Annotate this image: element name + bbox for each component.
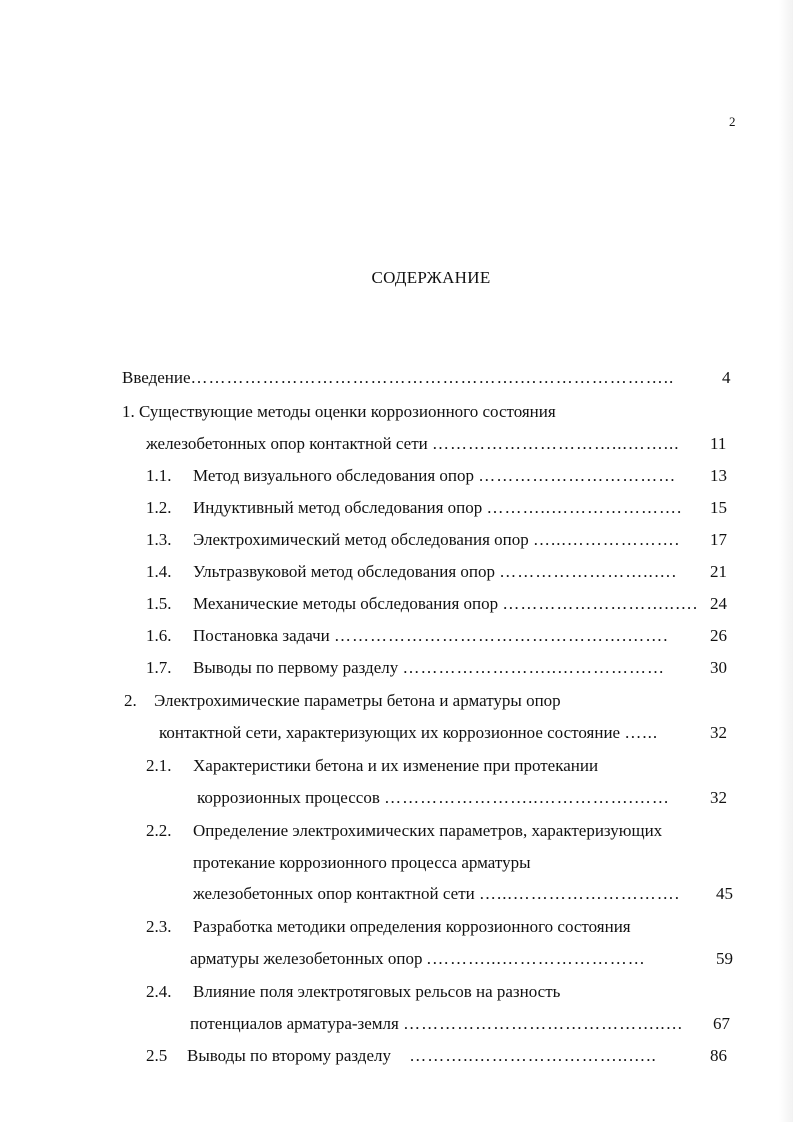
- toc-item-2-1-cont[interactable]: коррозионных процессов ……………………..…………….……: [197, 788, 670, 807]
- toc-item-number: 1.5.: [146, 594, 172, 613]
- scan-edge-shadow: [779, 0, 793, 1122]
- page-number: 2: [729, 114, 736, 129]
- toc-item-number: 1.7.: [146, 658, 172, 677]
- toc-item-2-2[interactable]: Определение электрохимических параметров, характеризующих: [193, 821, 663, 840]
- toc-item-1-2[interactable]: Индуктивный метод обследования опор ………..………………….: [193, 498, 683, 517]
- toc-item-1-6[interactable]: Постановка задачи ………………………………………….…….: [193, 626, 669, 645]
- toc-leader-dots: ………..………………….: [486, 498, 683, 517]
- toc-chapter-2-title-cont[interactable]: контактной сети, характеризующих их коррозионное состояние …...: [159, 723, 659, 742]
- toc-page-number: 67: [713, 1014, 730, 1033]
- toc-leader-dots: ……………………………………………….……………………..: [190, 368, 675, 387]
- toc-item-number: 2.1.: [146, 756, 172, 775]
- toc-page-number: 11: [710, 434, 727, 453]
- toc-item-2-2-cont[interactable]: протекание коррозионного процесса арматуры: [193, 853, 531, 872]
- toc-leader-dots: ………………………………………….…….: [334, 626, 669, 645]
- toc-item-number: 1.2.: [146, 498, 172, 517]
- toc-leader-dots: ……………………………: [478, 466, 677, 485]
- toc-item-2-4-cont[interactable]: потенциалов арматура-земля ……………………………………..…: [190, 1014, 684, 1033]
- toc-chapter-1-title[interactable]: 1. Существующие методы оценки коррозионного состояния: [122, 402, 556, 421]
- toc-leader-dots: …...: [624, 723, 659, 742]
- toc-item-number: 1.1.: [146, 466, 172, 485]
- toc-leader-dots: …………………………...……...: [431, 434, 680, 453]
- toc-item-2-4[interactable]: Влияние поля электротяговых рельсов на разность: [193, 982, 561, 1001]
- toc-leader-dots: …...……………….: [533, 530, 681, 549]
- toc-item-2-3[interactable]: Разработка методики определения коррозионного состояния: [193, 917, 631, 936]
- toc-entry-title: Введение: [122, 368, 191, 387]
- toc-leader-dots: .………...……………………: [426, 949, 646, 968]
- toc-chapter-number: 2.: [124, 691, 137, 710]
- toc-page-number: 15: [710, 498, 727, 517]
- toc-page-number: 4: [722, 368, 731, 387]
- toc-item-number: 2.2.: [146, 821, 172, 840]
- toc-item-2-2-cont2[interactable]: железобетонных опор контактной сети …...……………………….: [193, 884, 680, 903]
- toc-page-number: 45: [716, 884, 733, 903]
- toc-leader-dots: ……………………..………………: [402, 658, 665, 677]
- toc-page-number: 32: [710, 788, 727, 807]
- toc-item-number: 1.4.: [146, 562, 172, 581]
- toc-page-number: 86: [710, 1046, 727, 1065]
- toc-page-number: 24: [710, 594, 727, 613]
- toc-item-number: 1.6.: [146, 626, 172, 645]
- toc-page-number: 13: [710, 466, 727, 485]
- toc-item-2-3-cont[interactable]: арматуры железобетонных опор .………...……………………: [190, 949, 646, 968]
- toc-item-2-5[interactable]: Выводы по второму разделу ………..……………………..…..: [187, 1046, 657, 1065]
- toc-page-number: 59: [716, 949, 733, 968]
- toc-chapter-2-title[interactable]: Электрохимические параметры бетона и арматуры опор: [154, 691, 561, 710]
- toc-page-number: 32: [710, 723, 727, 742]
- toc-item-number: 1.3.: [146, 530, 172, 549]
- toc-leader-dots: ………..……………………..…..: [409, 1046, 657, 1065]
- toc-item-1-3[interactable]: Электрохимический метод обследования опор …...……………….: [193, 530, 681, 549]
- toc-item-number: 2.4.: [146, 982, 172, 1001]
- toc-item-number: 2.3.: [146, 917, 172, 936]
- toc-leader-dots: ………………………..….: [502, 594, 699, 613]
- toc-leader-dots: ……………………………………..…: [403, 1014, 684, 1033]
- page-title: СОДЕРЖАНИЕ: [371, 268, 491, 287]
- toc-item-1-1[interactable]: Метод визуального обследования опор ……………………………: [193, 466, 677, 485]
- toc-item-1-4[interactable]: Ультразвуковой метод обследования опор ……………………..….: [193, 562, 677, 581]
- toc-page-number: 26: [710, 626, 727, 645]
- toc-leader-dots: …...……………………….: [478, 884, 680, 903]
- toc-entry-intro[interactable]: [122, 368, 674, 388]
- toc-page-number: 17: [710, 530, 727, 549]
- toc-item-number: 2.5: [146, 1046, 168, 1065]
- toc-page-number: 30: [710, 658, 727, 677]
- toc-item-2-1[interactable]: Характеристики бетона и их изменение при протекании: [193, 756, 599, 775]
- toc-leader-dots: ……………………..…………….……: [384, 788, 670, 807]
- toc-item-1-7[interactable]: Выводы по первому разделу ……………………..………………: [193, 658, 665, 677]
- toc-leader-dots: ……………………..….: [499, 562, 677, 581]
- toc-page-number: 21: [710, 562, 727, 581]
- toc-chapter-1-title-cont[interactable]: железобетонных опор контактной сети …………………………...……...: [146, 434, 680, 453]
- toc-item-1-5[interactable]: Механические методы обследования опор ………………………..….: [193, 594, 699, 613]
